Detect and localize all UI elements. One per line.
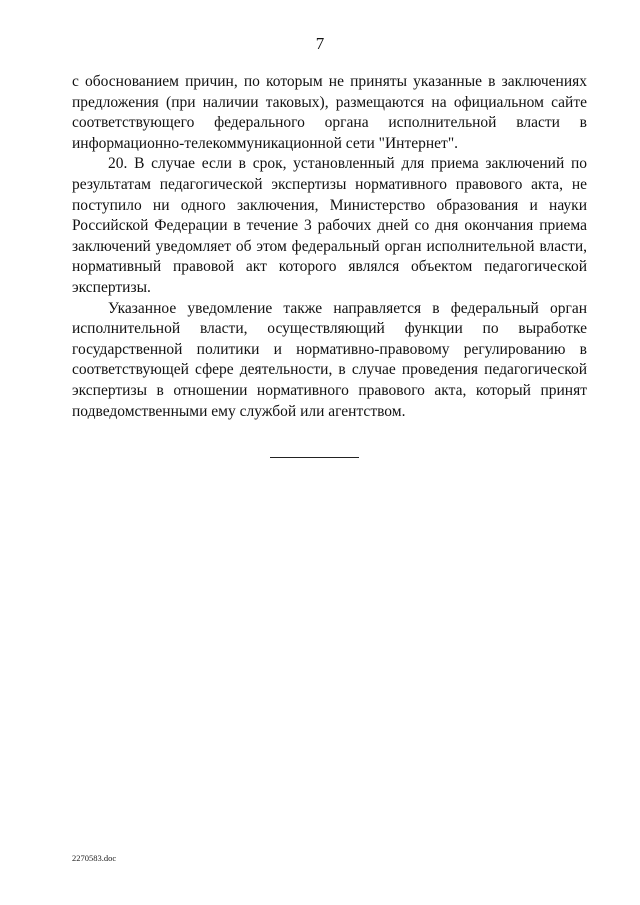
paragraph-clause-20: 20. В случае если в срок, установленный для приема заключений по результатам педагогической экспертизы нормативного правового акта, не поступило ни одного заключения, Министерство образования и науки Российской Федерации в течение 3 рабочих дней со дня окончания приема заключений уведомляет об этом федеральный орган исполнительной власти, нормативный правовой акт которого являлся объектом педагогической экспертизы. — [72, 155, 587, 296]
paragraph-notification: Указанное уведомление также направляется в федеральный орган исполнительной власти, осуществляющий функции по выработке государственной политики и нормативно-правовому регулированию в соответствующей сфере деятельности, в случае проведения педагогической экспертизы в отношении нормативного правового акта, который принят подведомственными ему службой или агентством. — [72, 299, 587, 420]
page-number: 7 — [315, 34, 325, 53]
file-reference: 2270583.doc — [72, 853, 117, 863]
end-separator-line — [270, 457, 359, 458]
document-body — [72, 72, 587, 422]
paragraph-continuation: с обоснованием причин, по которым не приняты указанные в заключениях предложения (при наличии таковых), размещаются на официальном сайте соответствующего федерального органа исполнительной власти в информационно-телекоммуникационной сети "Интернет". — [72, 73, 587, 152]
